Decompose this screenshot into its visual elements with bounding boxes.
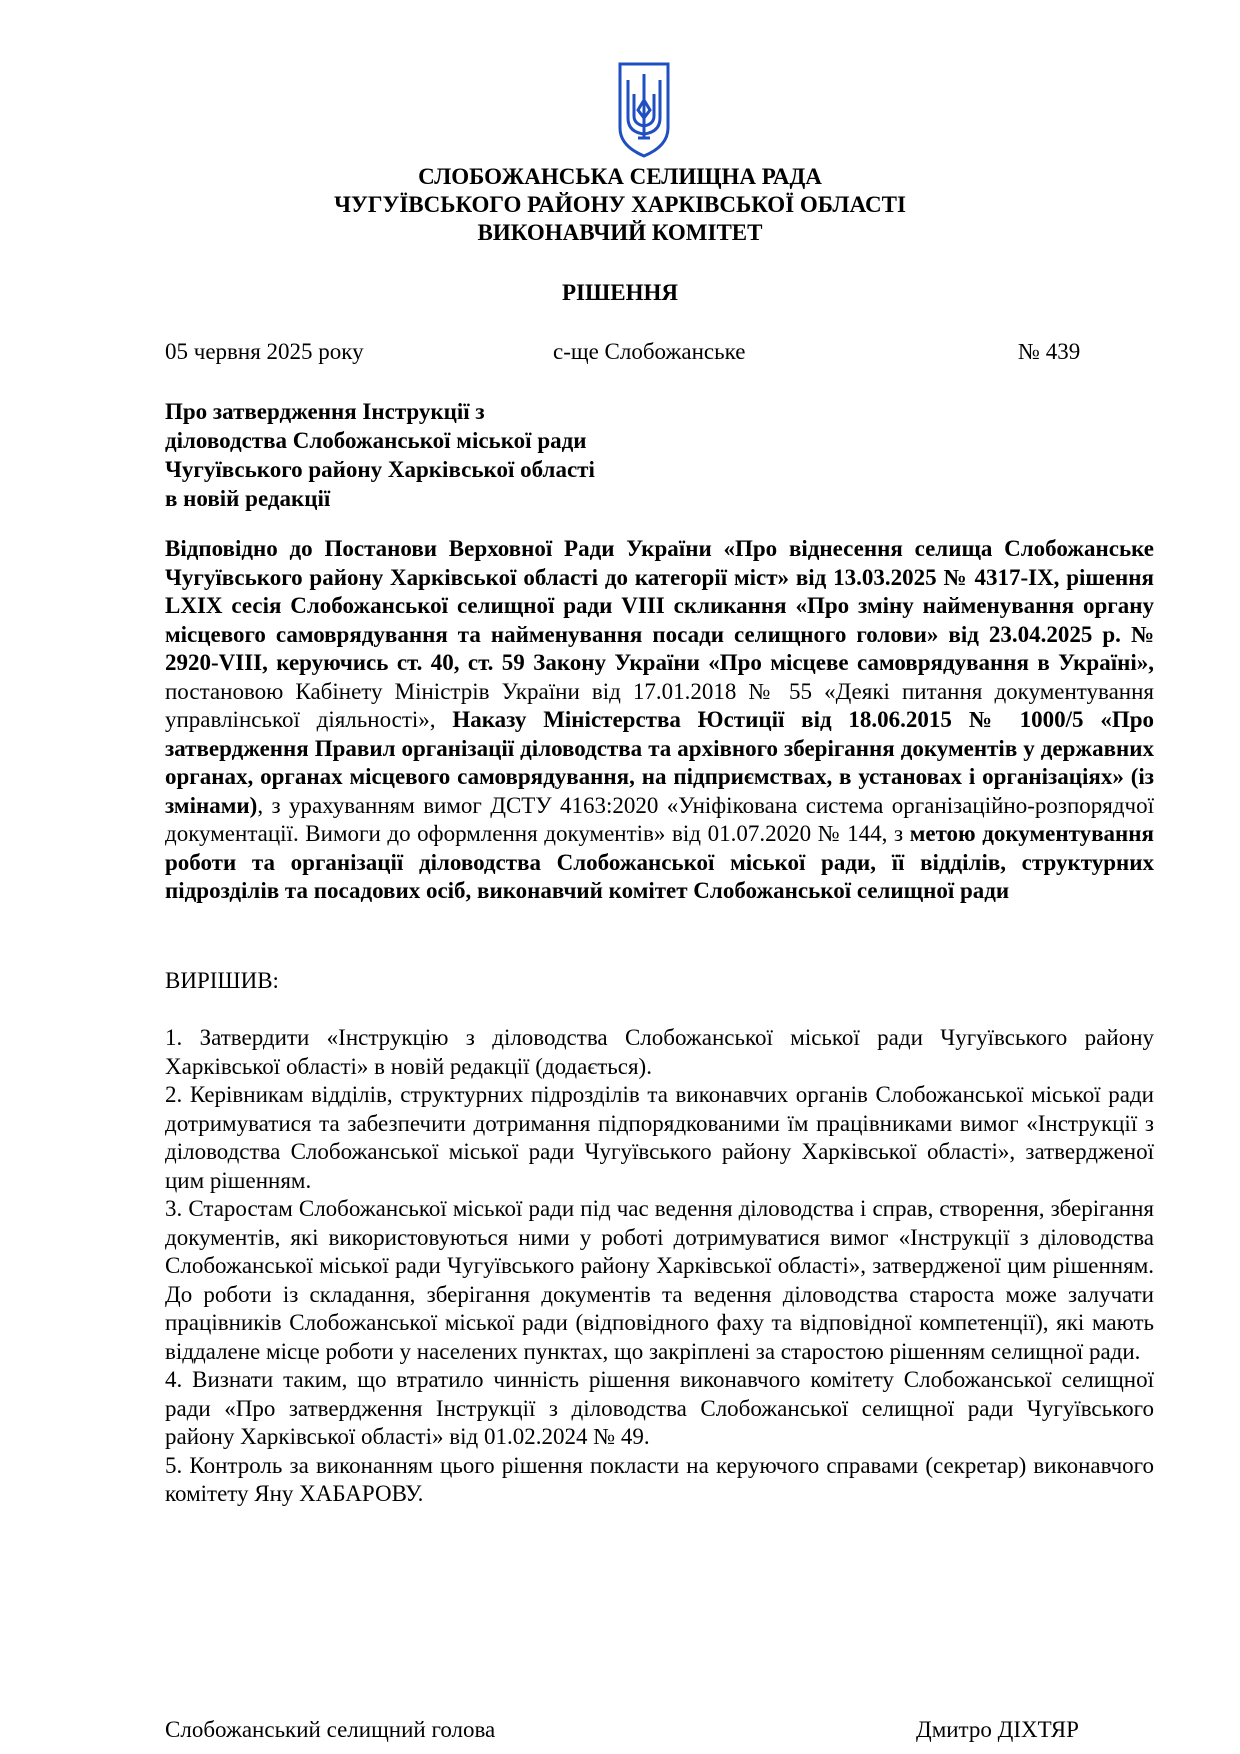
- preamble-part-3: Наказу Міністерства Юстиції від 18.06.2015 № 1000/5 «Про затвердження Правил організації діловодства та архівного зберігання документів у державних органах, органах місцевого самоврядування, на підприємствах, в установах і організаціях» (із змінами): [165, 707, 1155, 818]
- preamble-part-1: Відповідно до Постанови Верховної Ради України «Про віднесення селища Слобожанське Чугуївського району Харківської області до категорії міст» від 13.03.2025 № 4317-IX, рішення LXIX сесія Слобожанської селищної ради VIII скликання «Про зміну найменування органу місцевого самоврядування та найменування посади селищного голови» від 23.04.2025 р. № 2920-VIII, керуючись ст. 40, ст. 59 Закону України «Про місцеве самоврядування в Україні»,: [165, 536, 1154, 675]
- decision-item-3: 3. Старостам Слобожанської міської ради під час ведення діловодства і справ, створення, зберігання документів, які використовуються ними у роботі дотримуватися вимог «Інструкції з діловодства Слобожанської міської ради Чугуївського району Харківської області», затвердженої цим рішенням. До роботи із складання, зберігання документів та ведення діловодства староста може залучати працівників Слобожанської міської ради (відповідного фаху та відповідної компетенції), які мають віддалене місце роботи у населених пунктах, що закріплені за старостою рішенням селищної ради.: [165, 1196, 1154, 1364]
- decision-number: № 439: [1018, 339, 1081, 364]
- coat-of-arms-icon: [616, 60, 672, 160]
- decision-item-5: 5. Контроль за виконанням цього рішення покласти на керуючого справами (секретар) виконавчого комітету Яну ХАБАРОВУ.: [165, 1452, 1154, 1506]
- header-line-2: ЧУГУЇВСЬКОГО РАЙОНУ ХАРКІВСЬКОЇ ОБЛАСТІ: [334, 192, 906, 217]
- decision-subject: [165, 397, 595, 513]
- decision-items: [165, 1024, 1154, 1509]
- organization-header: [0, 163, 1240, 247]
- decision-item-4: 4. Визнати таким, що втратило чинність рішення виконавчого комітету Слобожанської селищної ради «Про затвердження Інструкції з діловодства Слобожанської селищної ради Чугуївського району Харківської області» від 01.02.2024 № 49.: [165, 1367, 1154, 1449]
- header-line-1: СЛОБОЖАНСЬКА СЕЛИЩНА РАДА: [418, 164, 822, 189]
- subject-line-3: Чугуївського району Харківської області: [165, 457, 595, 482]
- document-title: РІШЕННЯ: [562, 280, 678, 305]
- preamble-part-4: , з урахуванням вимог ДСТУ 4163:2020 «Уніфікована система організаційно-розпорядчої документації. Вимоги до оформлення документів» від 01.07.2020 № 144, з: [165, 792, 1154, 846]
- preamble-part-5: метою документування роботи та організації діловодства Слобожанської міської ради, її відділів, структурних підрозділів та посадових осіб, виконавчий комітет Слобожанської селищної ради: [165, 821, 1154, 903]
- signature-position: Слобожанський селищний голова: [165, 1717, 496, 1742]
- subject-line-2: діловодства Слобожанської міської ради: [165, 428, 587, 453]
- preamble-paragraph: [165, 535, 1154, 906]
- decision-item-1: 1. Затвердити «Інструкцію з діловодства Слобожанської міської ради Чугуївського району Харківської області» в новій редакції (додається).: [165, 1025, 1154, 1079]
- decided-heading: ВИРІШИВ:: [165, 968, 279, 993]
- header-line-3: ВИКОНАВЧИЙ КОМІТЕТ: [477, 220, 763, 245]
- signature-name: Дмитро ДІХТЯР: [916, 1717, 1079, 1742]
- subject-line-1: Про затвердження Інструкції з: [165, 399, 485, 424]
- decision-place: с-ще Слобожанське: [553, 339, 746, 364]
- decision-item-2: 2. Керівникам відділів, структурних підрозділів та виконавчих органів Слобожанської міської ради дотримуватися та забезпечити дотримання підпорядкованими їм працівниками вимог «Інструкції з діловодства Слобожанської міської ради Чугуївського району Харківської області», затвердженої цим рішенням.: [165, 1082, 1154, 1193]
- decision-date: 05 червня 2025 року: [165, 339, 364, 364]
- preamble-part-2: постановою Кабінету Міністрів України від 17.01.2018 № 55 «Деякі питання документування управлінської діяльності»,: [165, 678, 1154, 732]
- subject-line-4: в новій редакції: [165, 486, 331, 511]
